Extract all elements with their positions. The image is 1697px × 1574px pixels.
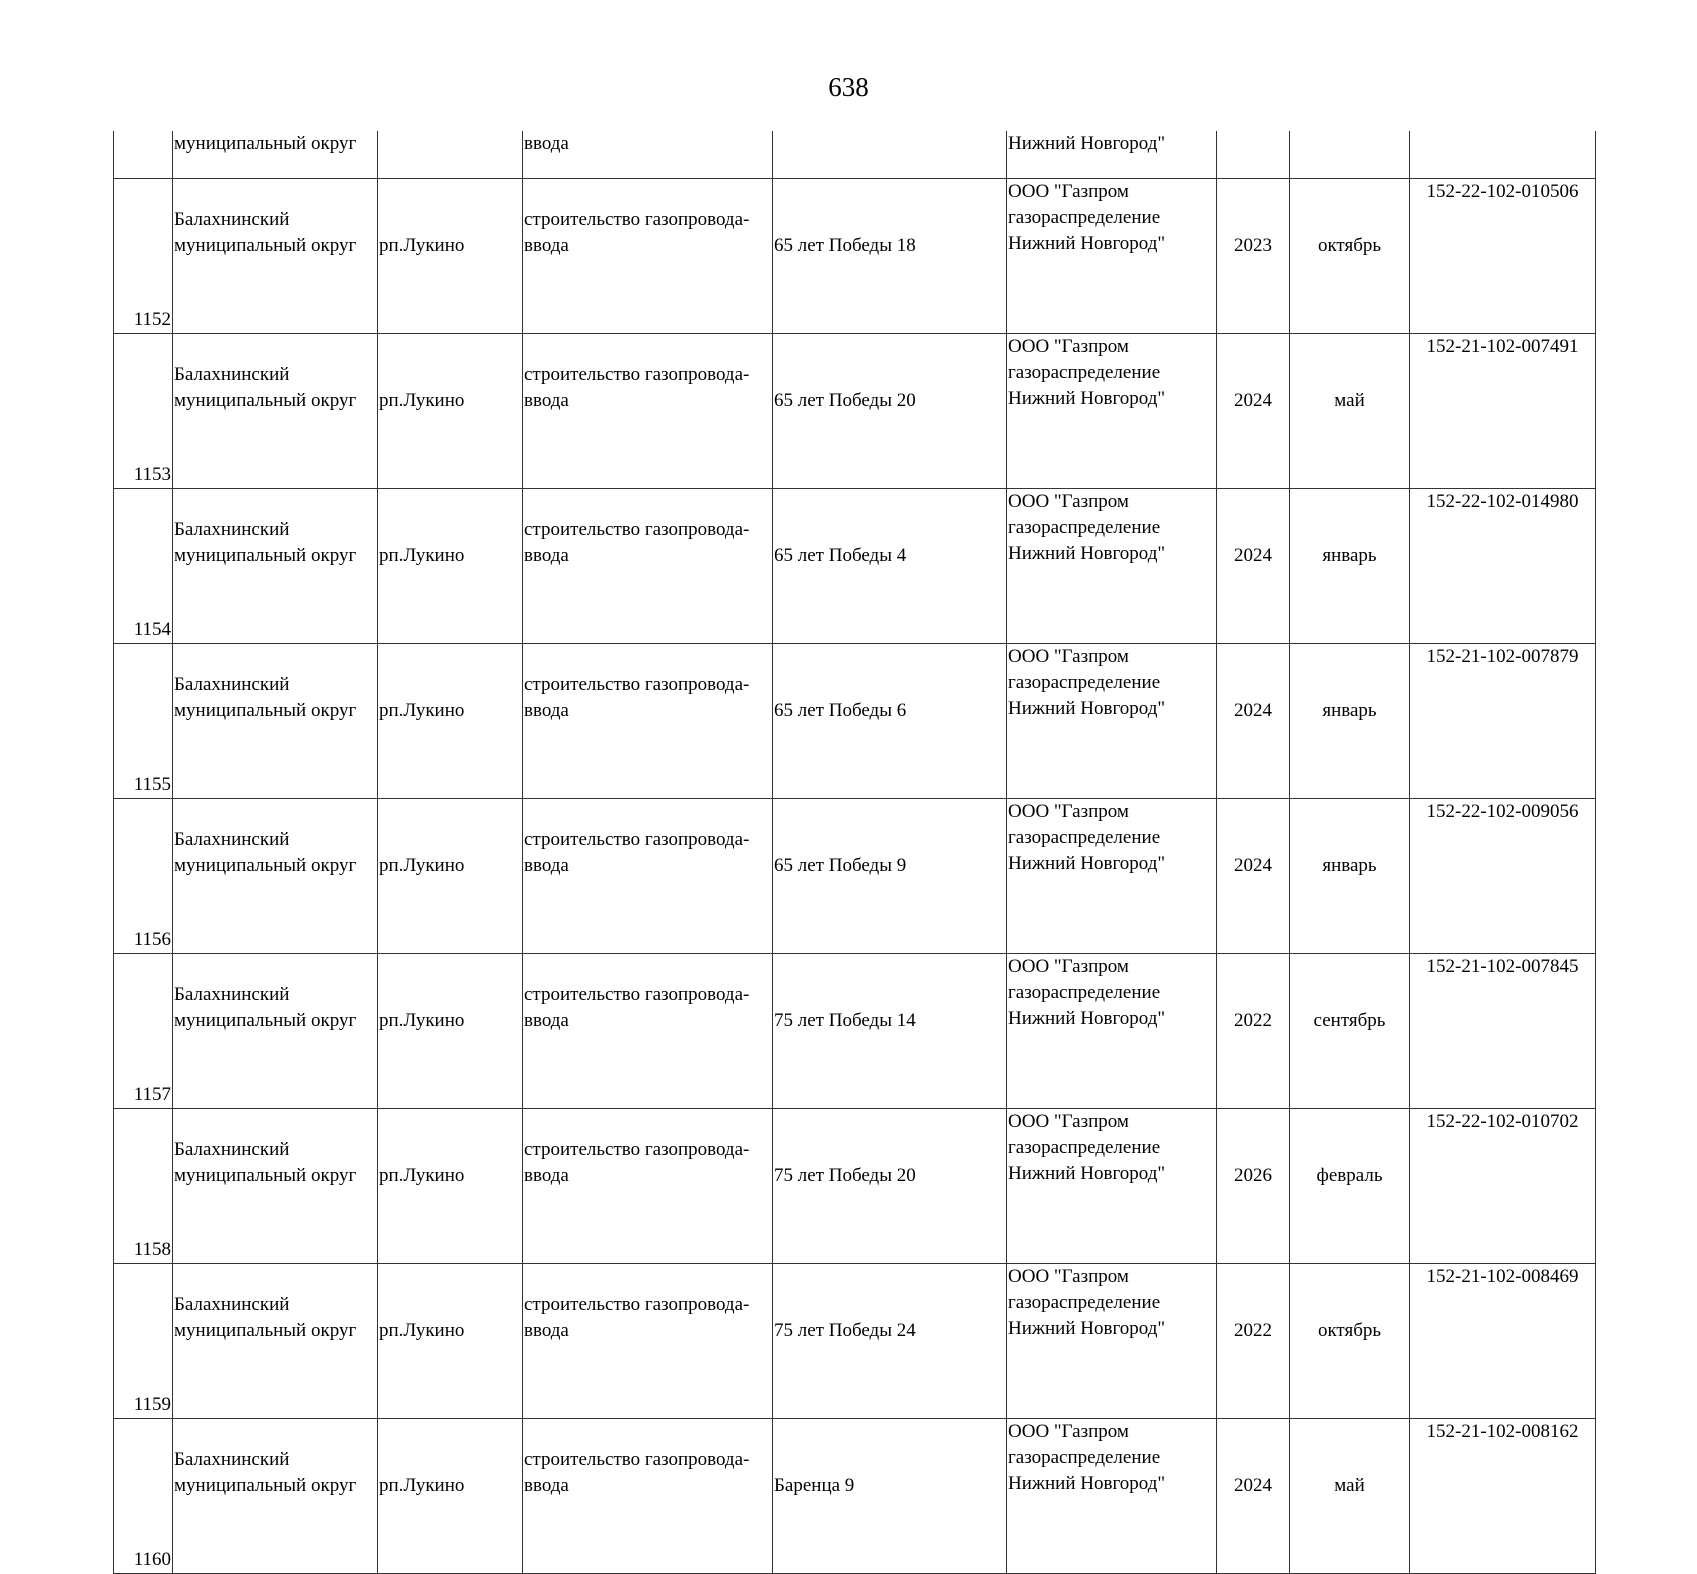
cell-code: 152-22-102-009056 <box>1410 799 1596 954</box>
cell-number: 1155 <box>114 644 173 799</box>
cell-number: 1154 <box>114 489 173 644</box>
cell-district-line: Балахнинский <box>174 984 290 1005</box>
cell-month: февраль <box>1290 1109 1410 1264</box>
cell-organization-line: ООО "Газпром <box>1008 1111 1129 1132</box>
cell-year: 2026 <box>1217 1109 1290 1264</box>
cell-work-type <box>523 1419 773 1574</box>
cell-work-type <box>523 179 773 334</box>
cell-organization-line: Нижний Новгород" <box>1008 1473 1166 1494</box>
cell-address: 75 лет Победы 24 <box>773 1264 1007 1419</box>
cell-organization-line: газораспределение <box>1008 827 1161 848</box>
cell-address: Баренца 9 <box>773 1419 1007 1574</box>
cell-district <box>173 799 378 954</box>
cell-organization-line: Нижний Новгород" <box>1008 388 1166 409</box>
cell-month: май <box>1290 1419 1410 1574</box>
cell-organization-line: ООО "Газпром <box>1008 646 1129 667</box>
cell-organization-line: ООО "Газпром <box>1008 336 1129 357</box>
cell-organization: Нижний Новгород" <box>1007 131 1217 179</box>
cell-district <box>173 644 378 799</box>
cell-district <box>173 179 378 334</box>
cell-work-type <box>523 334 773 489</box>
cell-district-line: Балахнинский <box>174 519 290 540</box>
cell-locality: рп.Лукино <box>378 799 523 954</box>
cell-month: январь <box>1290 799 1410 954</box>
cell-locality: рп.Лукино <box>378 1264 523 1419</box>
cell-work-type <box>523 489 773 644</box>
cell-work-type <box>523 1264 773 1419</box>
cell-locality: рп.Лукино <box>378 179 523 334</box>
cell-number: 1157 <box>114 954 173 1109</box>
table-row <box>114 1419 1596 1574</box>
cell-organization <box>1007 179 1217 334</box>
cell-work-type <box>523 954 773 1109</box>
cell-number: 1158 <box>114 1109 173 1264</box>
cell-address: 65 лет Победы 4 <box>773 489 1007 644</box>
cell-number: 1159 <box>114 1264 173 1419</box>
cell-organization-line: газораспределение <box>1008 207 1161 228</box>
cell-organization-line: ООО "Газпром <box>1008 491 1129 512</box>
cell-district <box>173 954 378 1109</box>
cell-month: сентябрь <box>1290 954 1410 1109</box>
cell-district-line: Балахнинский <box>174 1449 290 1470</box>
cell-district-line: муниципальный округ <box>174 855 357 876</box>
cell-address: 65 лет Победы 6 <box>773 644 1007 799</box>
cell-year: 2024 <box>1217 489 1290 644</box>
cell-number: 1153 <box>114 334 173 489</box>
table-row <box>114 489 1596 644</box>
cell-work-type-line: ввода <box>524 1320 569 1341</box>
cell-month <box>1290 131 1410 179</box>
cell-address: 75 лет Победы 14 <box>773 954 1007 1109</box>
cell-year: 2024 <box>1217 799 1290 954</box>
cell-locality: рп.Лукино <box>378 334 523 489</box>
cell-work-type-line: ввода <box>524 1475 569 1496</box>
cell-month: октябрь <box>1290 179 1410 334</box>
cell-number: 1152 <box>114 179 173 334</box>
cell-month: январь <box>1290 644 1410 799</box>
cell-district: муниципальный округ <box>173 131 378 179</box>
cell-year: 2022 <box>1217 954 1290 1109</box>
cell-month: май <box>1290 334 1410 489</box>
cell-locality: рп.Лукино <box>378 1419 523 1574</box>
cell-address: 75 лет Победы 20 <box>773 1109 1007 1264</box>
cell-organization-line: Нижний Новгород" <box>1008 853 1166 874</box>
cell-district-line: Балахнинский <box>174 1139 290 1160</box>
page-number: 638 <box>828 72 869 102</box>
cell-district-line: Балахнинский <box>174 674 290 695</box>
cell-number <box>114 131 173 179</box>
cell-district-line: муниципальный округ <box>174 700 357 721</box>
table-row <box>114 799 1596 954</box>
table-row-continuation <box>114 131 1596 179</box>
cell-work-type <box>523 1109 773 1264</box>
table-row <box>114 954 1596 1109</box>
cell-address: 65 лет Победы 20 <box>773 334 1007 489</box>
cell-organization-line: газораспределение <box>1008 982 1161 1003</box>
cell-organization-line: газораспределение <box>1008 1137 1161 1158</box>
cell-month: октябрь <box>1290 1264 1410 1419</box>
cell-district <box>173 489 378 644</box>
cell-organization <box>1007 1109 1217 1264</box>
cell-address: 65 лет Победы 9 <box>773 799 1007 954</box>
cell-organization-line: ООО "Газпром <box>1008 1421 1129 1442</box>
cell-district-line: муниципальный округ <box>174 1320 357 1341</box>
cell-district-line: Балахнинский <box>174 1294 290 1315</box>
table-row <box>114 1264 1596 1419</box>
cell-code: 152-22-102-014980 <box>1410 489 1596 644</box>
cell-locality: рп.Лукино <box>378 489 523 644</box>
cell-organization-line: газораспределение <box>1008 1447 1161 1468</box>
cell-work-type-line: строительство газопровода- <box>524 1449 750 1470</box>
cell-locality <box>378 131 523 179</box>
cell-district <box>173 1419 378 1574</box>
cell-locality: рп.Лукино <box>378 1109 523 1264</box>
cell-work-type-line: строительство газопровода- <box>524 674 750 695</box>
cell-code <box>1410 131 1596 179</box>
cell-organization <box>1007 1419 1217 1574</box>
cell-month: январь <box>1290 489 1410 644</box>
cell-code: 152-22-102-010702 <box>1410 1109 1596 1264</box>
cell-locality: рп.Лукино <box>378 954 523 1109</box>
cell-work-type-line: строительство газопровода- <box>524 519 750 540</box>
cell-organization-line: газораспределение <box>1008 672 1161 693</box>
table-row <box>114 334 1596 489</box>
cell-year: 2024 <box>1217 334 1290 489</box>
cell-district-line: Балахнинский <box>174 209 290 230</box>
cell-work-type-line: ввода <box>524 1010 569 1031</box>
cell-code: 152-21-102-008162 <box>1410 1419 1596 1574</box>
cell-district <box>173 1109 378 1264</box>
cell-work-type <box>523 644 773 799</box>
cell-organization-line: ООО "Газпром <box>1008 181 1129 202</box>
cell-work-type-line: строительство газопровода- <box>524 364 750 385</box>
cell-work-type-line: ввода <box>524 390 569 411</box>
table-row <box>114 179 1596 334</box>
cell-year: 2024 <box>1217 644 1290 799</box>
cell-work-type-line: ввода <box>524 700 569 721</box>
cell-work-type: ввода <box>523 131 773 179</box>
cell-code: 152-22-102-010506 <box>1410 179 1596 334</box>
cell-district <box>173 334 378 489</box>
cell-organization <box>1007 334 1217 489</box>
cell-district-line: муниципальный округ <box>174 390 357 411</box>
table-row <box>114 644 1596 799</box>
cell-district-line: муниципальный округ <box>174 235 357 256</box>
cell-district-line: муниципальный округ <box>174 545 357 566</box>
cell-work-type-line: ввода <box>524 235 569 256</box>
cell-code: 152-21-102-007845 <box>1410 954 1596 1109</box>
cell-year <box>1217 131 1290 179</box>
cell-locality: рп.Лукино <box>378 644 523 799</box>
cell-district-line: Балахнинский <box>174 829 290 850</box>
cell-organization-line: ООО "Газпром <box>1008 956 1129 977</box>
cell-work-type <box>523 799 773 954</box>
cell-work-type-line: ввода <box>524 545 569 566</box>
cell-district-line: муниципальный округ <box>174 1475 357 1496</box>
cell-work-type-line: строительство газопровода- <box>524 1294 750 1315</box>
cell-organization-line: Нижний Новгород" <box>1008 543 1166 564</box>
cell-district-line: муниципальный округ <box>174 1010 357 1031</box>
cell-organization-line: газораспределение <box>1008 517 1161 538</box>
cell-work-type-line: строительство газопровода- <box>524 1139 750 1160</box>
cell-code: 152-21-102-007879 <box>1410 644 1596 799</box>
cell-district <box>173 1264 378 1419</box>
cell-district-line: муниципальный округ <box>174 1165 357 1186</box>
cell-code: 152-21-102-007491 <box>1410 334 1596 489</box>
cell-work-type-line: строительство газопровода- <box>524 829 750 850</box>
cell-organization-line: Нижний Новгород" <box>1008 1318 1166 1339</box>
cell-organization-line: Нижний Новгород" <box>1008 233 1166 254</box>
cell-organization-line: Нижний Новгород" <box>1008 698 1166 719</box>
cell-address <box>773 131 1007 179</box>
cell-work-type-line: ввода <box>524 1165 569 1186</box>
cell-organization-line: ООО "Газпром <box>1008 801 1129 822</box>
cell-number: 1160 <box>114 1419 173 1574</box>
cell-work-type-line: строительство газопровода- <box>524 209 750 230</box>
cell-organization-line: газораспределение <box>1008 1292 1161 1313</box>
cell-district-line: Балахнинский <box>174 364 290 385</box>
cell-organization <box>1007 1264 1217 1419</box>
cell-organization-line: ООО "Газпром <box>1008 1266 1129 1287</box>
gas-connection-table <box>113 131 1596 1574</box>
table-row <box>114 1109 1596 1264</box>
cell-organization-line: газораспределение <box>1008 362 1161 383</box>
cell-work-type-line: строительство газопровода- <box>524 984 750 1005</box>
cell-year: 2022 <box>1217 1264 1290 1419</box>
cell-organization <box>1007 954 1217 1109</box>
cell-organization <box>1007 799 1217 954</box>
cell-year: 2024 <box>1217 1419 1290 1574</box>
cell-number: 1156 <box>114 799 173 954</box>
cell-address: 65 лет Победы 18 <box>773 179 1007 334</box>
cell-year: 2023 <box>1217 179 1290 334</box>
cell-organization-line: Нижний Новгород" <box>1008 1163 1166 1184</box>
cell-organization-line: Нижний Новгород" <box>1008 1008 1166 1029</box>
cell-organization <box>1007 489 1217 644</box>
cell-work-type-line: ввода <box>524 855 569 876</box>
cell-organization <box>1007 644 1217 799</box>
cell-code: 152-21-102-008469 <box>1410 1264 1596 1419</box>
